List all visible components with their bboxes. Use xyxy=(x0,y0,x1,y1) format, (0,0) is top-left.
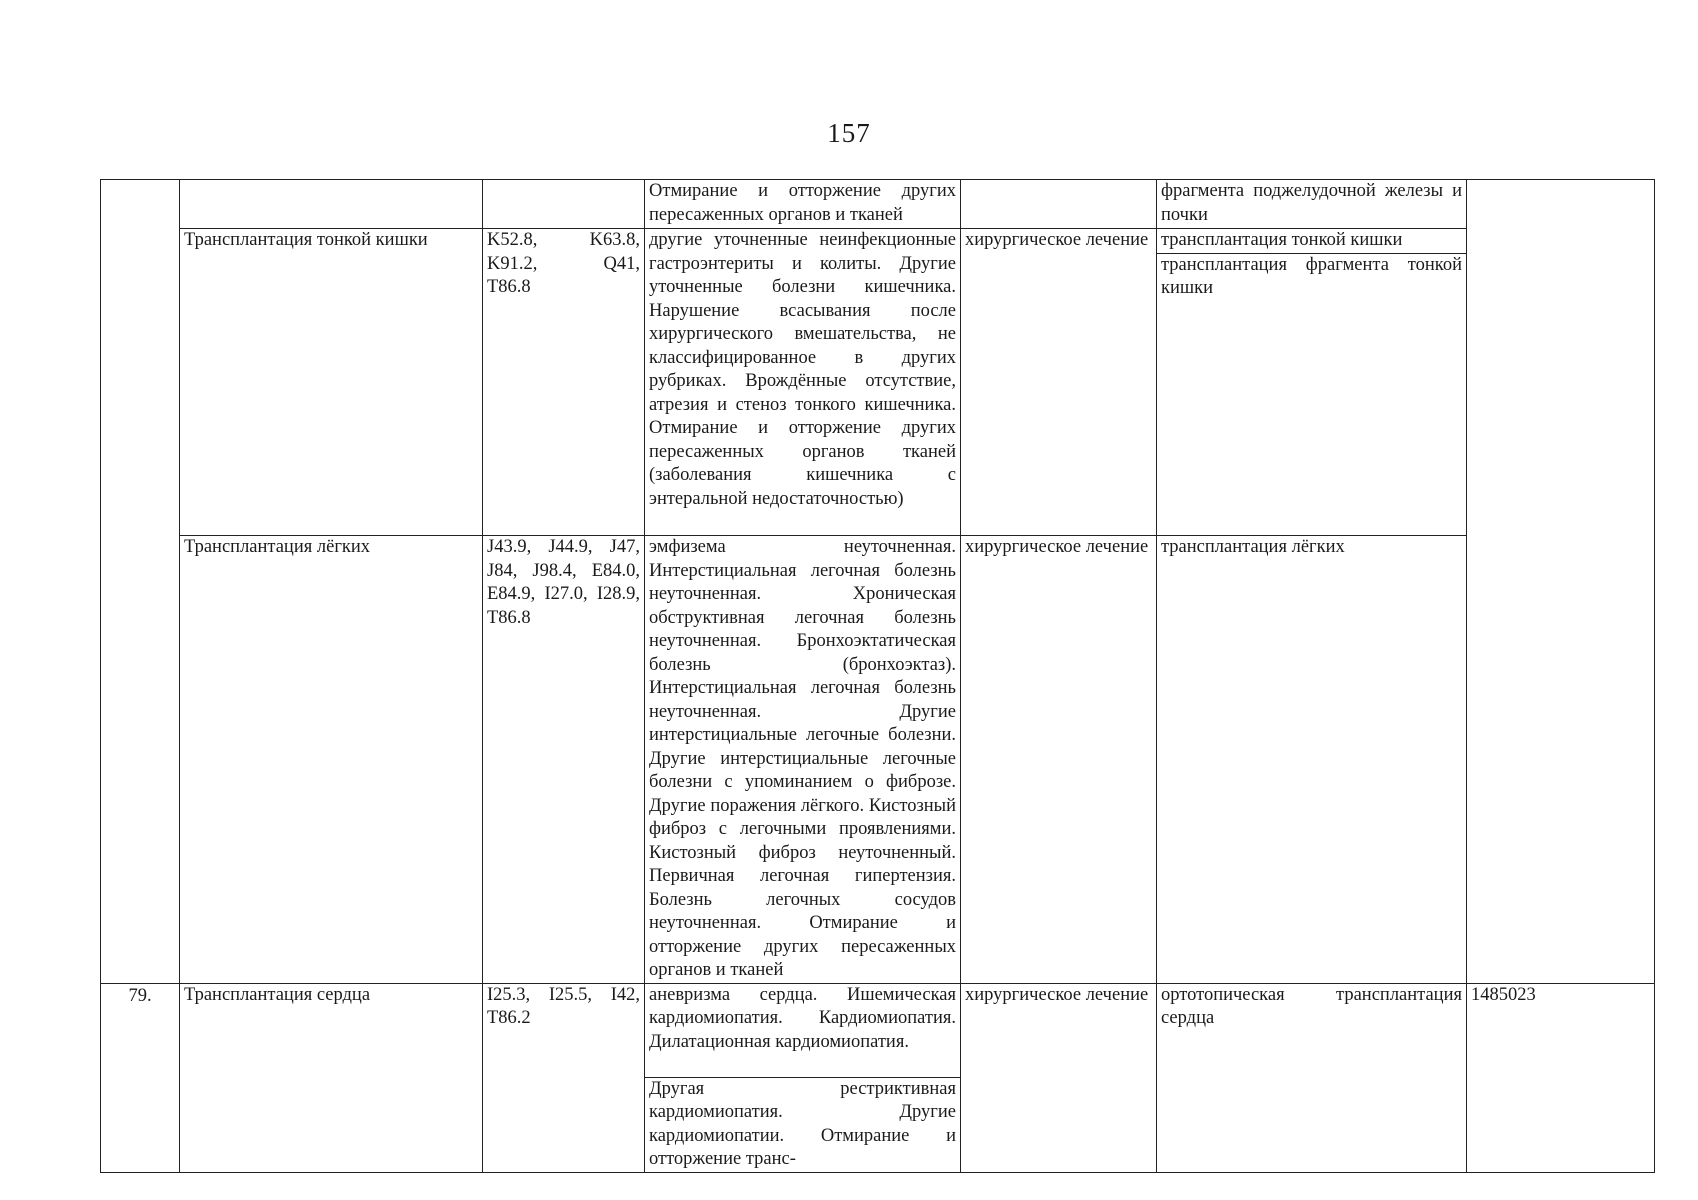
method-cell xyxy=(1157,229,1467,536)
method-cell: трансплантация лёгких xyxy=(1157,536,1467,984)
name-cell xyxy=(180,180,483,229)
row-number: 79. xyxy=(101,983,180,1172)
name-cell: Трансплантация лёгких xyxy=(180,536,483,984)
page-number: 157 xyxy=(827,118,871,148)
name-cell: Трансплантация сердца xyxy=(180,983,483,1172)
table-row xyxy=(101,229,1655,536)
codes-cell: K52.8, K63.8, K91.2, Q41, T86.8 xyxy=(483,229,645,536)
method-cell: фрагмента поджелудочной железы и почки xyxy=(1157,180,1467,229)
method-item: трансплантация фрагмента тонкой кишки xyxy=(1157,253,1466,301)
codes-cell xyxy=(483,180,645,229)
treatment-cell: хирургическое лечение xyxy=(961,229,1157,536)
diagnosis-cell: Отмирание и отторжение других пересаженных органов и тканей xyxy=(645,180,961,229)
name-cell: Трансплантация тонкой кишки xyxy=(180,229,483,536)
treatment-cell: хирургическое лечение xyxy=(961,983,1157,1172)
table-row xyxy=(101,983,1655,1172)
method-item: трансплантация тонкой кишки xyxy=(1161,230,1403,250)
treatment-cell xyxy=(961,180,1157,229)
number-cell xyxy=(101,180,180,984)
treatment-cell: хирургическое лечение xyxy=(961,536,1157,984)
treatment-table xyxy=(100,179,1655,1173)
table-row xyxy=(101,180,1655,229)
diagnosis-part: Другая рестриктивная кардиомиопатия. Другие кардиомиопатии. Отмирание и отторжение транс- xyxy=(645,1077,960,1172)
diagnosis-part: аневризма сердца. Ишемическая кардиомиопатия. Кардиомиопатия. Дилатационная кардиомиопатия. xyxy=(649,984,956,1052)
cost-cell: 1485023 xyxy=(1467,983,1655,1172)
codes-cell: J43.9, J44.9, J47, J84, J98.4, E84.0, E84.9, I27.0, I28.9, T86.8 xyxy=(483,536,645,984)
diagnosis-cell: эмфизема неуточненная. Интерстициальная легочная болезнь неуточненная. Хроническая обструктивная легочная болезнь неуточненная. Бронхоэктатическая болезнь (бронхоэктаз). Интерстициальная легочная болезнь неуточненная. Другие интерстициальные легочные болезни. Другие интерстициальные легочные болезни с упоминанием о фиброзе. Другие поражения лёгкого. Кистозный фиброз с легочными проявлениями. Кистозный фиброз неуточненный. Первичная легочная гипертензия. Болезнь легочных сосудов неуточненная. Отмирание и отторжение других пересаженных органов и тканей xyxy=(645,536,961,984)
cost-cell xyxy=(1467,180,1655,984)
method-cell: ортотопическая трансплантация сердца xyxy=(1157,983,1467,1172)
diagnosis-cell: другие уточненные неинфекционные гастроэнтериты и колиты. Другие уточненные болезни кишечника. Нарушение всасывания после хирургического вмешательства, не классифицированное в других рубриках. Врождённые отсутствие, атрезия и стеноз тонкого кишечника. Отмирание и отторжение других пересаженных органов тканей (заболевания кишечника с энтеральной недостаточностью) xyxy=(645,229,961,536)
diagnosis-cell xyxy=(645,983,961,1172)
codes-cell: I25.3, I25.5, I42, T86.2 xyxy=(483,983,645,1172)
table-row xyxy=(101,536,1655,984)
